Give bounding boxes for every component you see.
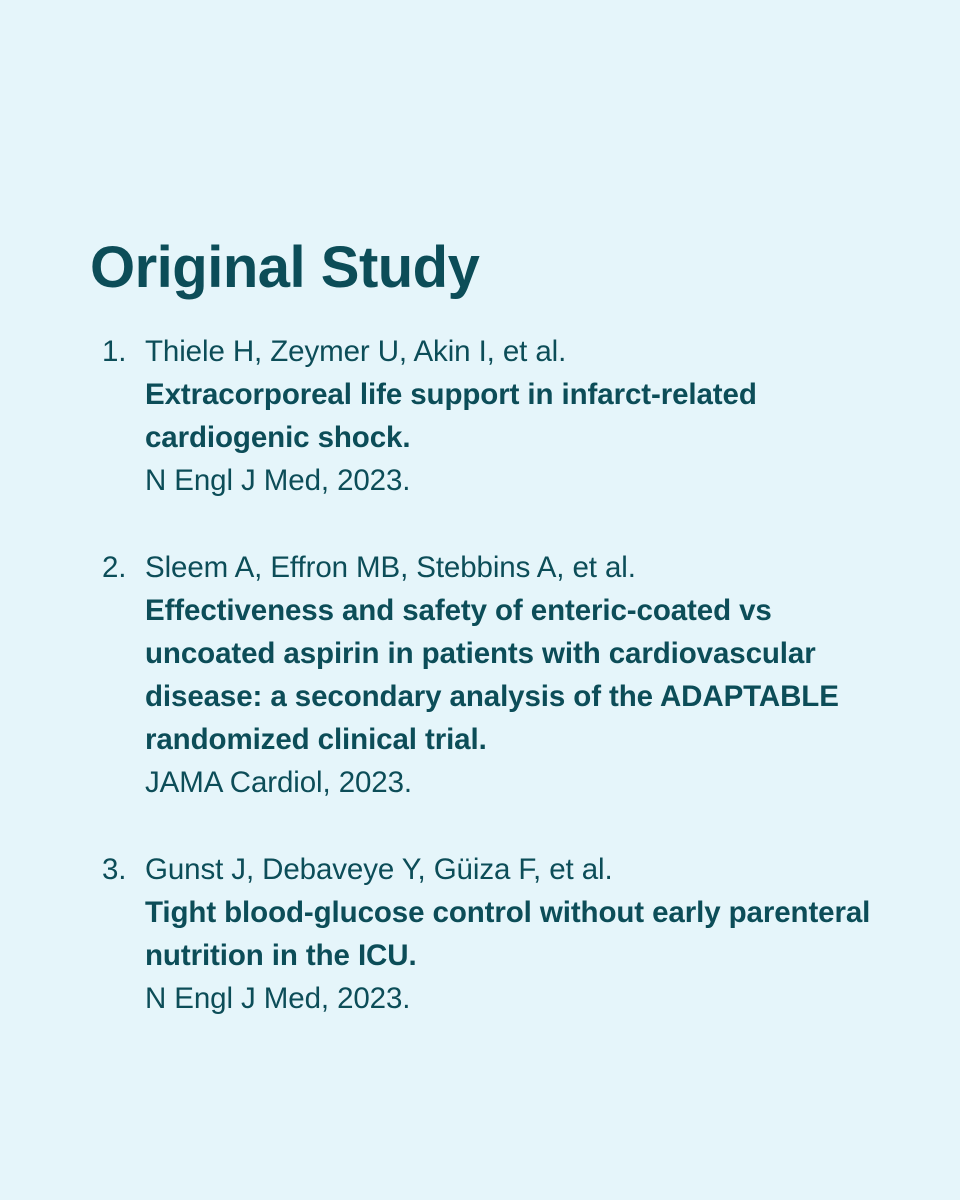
reference-number: 1. — [102, 335, 127, 368]
reference-journal: N Engl J Med, 2023. — [145, 982, 411, 1015]
reference-section — [90, 232, 910, 1064]
reference-item — [90, 848, 910, 1020]
reference-list — [90, 330, 910, 1020]
reference-authors: Gunst J, Debaveye Y, Güiza F, et al. — [145, 853, 613, 886]
reference-title: Effectiveness and safety of enteric-coated vs uncoated aspirin in patients with cardiovascular disease: a secondary analysis of the ADAPTABLE randomized clinical trial. — [145, 594, 839, 756]
reference-number: 3. — [102, 853, 127, 886]
reference-journal: N Engl J Med, 2023. — [145, 464, 411, 497]
reference-item — [90, 546, 910, 804]
reference-item — [90, 330, 910, 502]
reference-journal: JAMA Cardiol, 2023. — [145, 766, 413, 799]
reference-title: Extracorporeal life support in infarct-related cardiogenic shock. — [145, 378, 757, 454]
reference-number: 2. — [102, 551, 127, 584]
reference-authors: Sleem A, Effron MB, Stebbins A, et al. — [145, 551, 636, 584]
section-title: Original Study — [90, 235, 480, 300]
reference-authors: Thiele H, Zeymer U, Akin I, et al. — [145, 335, 567, 368]
reference-title: Tight blood-glucose control without early parenteral nutrition in the ICU. — [145, 896, 871, 972]
